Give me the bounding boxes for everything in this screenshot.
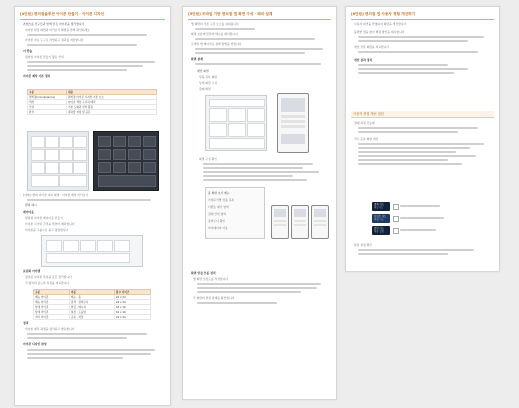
table-cell: 아이콘 색상 구성과 배치 [67, 100, 157, 105]
definition-table [27, 89, 157, 115]
table-row [34, 315, 151, 320]
payment-card[interactable] [372, 202, 390, 211]
text-line-placeholder [358, 127, 478, 129]
card-sublabel: 적립 카드 [374, 218, 384, 221]
list-item: 아이콘 편집 화면과 미리보기 화면을 함께 확인하세요 [25, 28, 90, 32]
text-line-placeholder [358, 36, 484, 38]
list-item: 아이콘 제작 과정을 정리하고 발표합니다 [25, 327, 75, 331]
text-line-placeholder [197, 287, 317, 289]
table-cell: 메뉴 아이콘 [34, 295, 70, 300]
text-line-placeholder [27, 61, 155, 63]
list-item: 불편한 점을 찾아 해결 방안을 제시합니다 [354, 30, 405, 34]
list-item: 화면 흐름에 맞추어 메뉴를 배치합니다 [191, 32, 238, 36]
figure-caption: [아래]: 편의 아이콘 예시 화면 · 아이콘 배치 미리보기 [23, 193, 89, 197]
table-cell: 결과물 저장 및 공유 [67, 110, 157, 115]
phone-mockup [271, 205, 289, 239]
table-cell: 상태 아이콘 [34, 310, 70, 315]
text-line-placeholder [27, 337, 127, 339]
text-line-placeholder [27, 333, 147, 335]
list-item: 마이페이지 이동 [208, 226, 228, 230]
table-cell: 16 x 16 [114, 310, 150, 315]
list-item: 카테고리별 상품 목록 [208, 198, 235, 202]
page-title: [4단원] 편의점솔루션 아이콘 만들기 · 아이콘 디자인 [20, 10, 165, 20]
section-heading: 레이아웃 [23, 210, 34, 214]
section-heading: 아이콘 제작 기본 정리 [23, 74, 51, 78]
text-line-placeholder [358, 151, 456, 153]
text-line-placeholder [27, 353, 151, 355]
text-line-placeholder [27, 44, 137, 46]
list-item: 결제 과정 단순화 [354, 121, 375, 125]
text-line-placeholder [358, 131, 458, 133]
text-line-placeholder [203, 175, 293, 177]
card-sublabel: 체크카드 [374, 206, 384, 209]
screen-list-panel [205, 187, 265, 239]
document-page-2 [182, 6, 337, 400]
section-heading: 표준화 아이템 [23, 269, 41, 273]
card-label: 할인 카드 [374, 227, 384, 230]
list-item: 아이콘 크기와 간격을 맞추어 배치합니다 [25, 222, 75, 226]
mobile-app-screenshot [277, 93, 309, 153]
table-header: 참고 사이즈 [114, 290, 150, 295]
list-item: 콘텐츠를 친구들과 함께 만든 아이콘을 정리합니다 [23, 22, 85, 26]
text-line-placeholder [195, 52, 305, 54]
text-line-placeholder [358, 159, 448, 161]
table-cell: 16 x 16 [114, 305, 150, 310]
list-item: 결제 안내 영역 [208, 212, 226, 216]
list-item: 아이콘을 그룹으로 묶고 정렬합니다 [25, 228, 69, 232]
section-heading: 개선 결과 정리 [354, 58, 373, 62]
payment-card[interactable] [372, 226, 390, 235]
card-sublabel: 제휴 할인 [374, 230, 384, 233]
list-item: 알림 설정 확인 [354, 243, 372, 247]
table-cell: 알림 · 메시지 [69, 305, 114, 310]
section-heading: 화면 설계 [191, 57, 203, 61]
table-cell: 모양 [28, 105, 67, 110]
card-label: 포인트 카드 [374, 215, 387, 218]
page-title: [6단원] 편의점 앱 사용자 경험 개선하기 [351, 10, 494, 20]
list-item: 편의점 아이콘 만들기 활동 안내 [25, 55, 64, 59]
list-item: 사용자 의견을 반영하여 화면을 개선합니다 [354, 22, 407, 26]
section-heading: 정리 [23, 321, 29, 325]
text-line-placeholder [203, 167, 303, 169]
list-item: 홈 화면 보기 메뉴 [208, 191, 230, 195]
list-item: 이벤트 배너 영역 [208, 205, 229, 209]
list-item: 편의 예시 [25, 203, 37, 207]
text-line-placeholder [400, 205, 440, 207]
card-checkbox[interactable] [393, 204, 399, 210]
text-line-placeholder [197, 283, 321, 285]
list-item: 결제 화면 [199, 87, 211, 91]
text-line-placeholder [27, 65, 143, 67]
text-line-placeholder [197, 291, 301, 293]
table-cell: 편의점 아이콘 디자인 기본 요소 [67, 95, 157, 100]
table-cell: 색상 [28, 100, 67, 105]
text-line-placeholder [27, 34, 147, 36]
list-item: 앱 화면 흐름도를 작성합니다 [193, 277, 229, 281]
card-label: 결제 카드 [374, 203, 384, 206]
text-line-placeholder [358, 249, 474, 251]
section-heading: 화면 연결 흐름 정리 [191, 271, 216, 275]
text-line-placeholder [358, 253, 448, 255]
card-checkbox[interactable] [393, 216, 399, 222]
text-line-placeholder [195, 63, 321, 65]
table-header: 이름 [69, 290, 114, 295]
text-line-placeholder [358, 64, 448, 66]
table-cell: 24 x 24 [114, 295, 150, 300]
list-item: 각 화면의 연결 관계를 확인합니다 [193, 296, 235, 300]
icon-editor-screenshot [27, 131, 89, 191]
phone-mockup [311, 205, 329, 239]
table-cell: 검색 · 장바구니 [69, 300, 114, 305]
text-line-placeholder [203, 171, 319, 173]
table-cell: 공유 · 저장 [69, 315, 114, 320]
list-item: 아이콘 자료 도구로 작업하고 결과를 저장합니다 [25, 38, 84, 42]
text-line-placeholder [203, 179, 307, 181]
table-cell: 24 x 24 [114, 300, 150, 305]
text-line-placeholder [358, 51, 478, 53]
text-line-placeholder [400, 217, 444, 219]
list-item: 카드 등록 화면 개선 [354, 137, 379, 141]
phone-mockup [291, 205, 309, 239]
text-line-placeholder [195, 38, 315, 40]
table-header: 구분 [28, 90, 67, 95]
text-line-placeholder [358, 72, 454, 74]
section-banner: 사용자 경험 개선 점검 [351, 111, 494, 118]
text-line-placeholder [358, 40, 468, 42]
table-header: 구분 [34, 290, 70, 295]
section-heading: 아이콘 디자인 완성 [23, 342, 47, 346]
list-item: 정리된 아이콘 목록을 표로 정리합니다 [25, 275, 72, 279]
document-page-3 [345, 6, 500, 272]
text-line-placeholder [358, 155, 476, 157]
table-cell: 편의점(convenience) [28, 95, 67, 100]
text-line-placeholder [358, 147, 470, 149]
list-item: 상세 화면 구성 [199, 81, 217, 85]
text-line-placeholder [358, 163, 462, 165]
table-cell: 기본 도형과 선의 활용 [67, 105, 157, 110]
table-cell: 기타 아이콘 [34, 315, 70, 320]
document-page-1 [14, 6, 171, 406]
list-item: 메인 화면 [197, 69, 209, 73]
layout-example-screenshot [41, 235, 143, 267]
list-item: 앱 화면의 기본 구성 요소를 살펴봅니다 [191, 22, 239, 26]
list-item: 모바일 앱 레이아웃 설계 방법을 익힙니다 [191, 42, 242, 46]
table-cell: 설정 · 도움말 [69, 310, 114, 315]
card-checkbox[interactable] [393, 228, 399, 234]
icon-preview-screenshot [93, 131, 159, 191]
text-line-placeholder [27, 69, 127, 71]
icon-list-table [33, 289, 151, 320]
app-grid-screenshot [205, 95, 267, 151]
text-line-placeholder [400, 229, 436, 231]
text-line-placeholder [27, 199, 151, 201]
text-line-placeholder [358, 68, 468, 70]
text-line-placeholder [27, 357, 123, 359]
table-row [28, 110, 157, 115]
page-title: [5단원] 모바일 기반 편의점 앱 화면 구성 · 배치 설계 [188, 10, 331, 20]
list-item: 편의점 아이콘 레이아웃 만들기 [25, 216, 63, 220]
list-item: 장바구니 확인 [208, 219, 226, 223]
payment-card[interactable] [372, 214, 390, 223]
section-heading: 이 학습 [23, 49, 33, 53]
text-line-placeholder [358, 143, 484, 145]
text-line-placeholder [203, 163, 313, 165]
list-item: 상품 목록 화면 [199, 75, 217, 79]
table-header: 내용 [67, 90, 157, 95]
table-cell: 메뉴 아이콘 [34, 300, 70, 305]
list-item: 화면 구성 확인 [199, 157, 217, 161]
text-line-placeholder [27, 349, 155, 351]
list-item: 각 항목의 용도와 특징을 비교합니다 [25, 281, 70, 285]
table-cell: 완성 [28, 110, 67, 115]
text-line-placeholder [195, 48, 323, 50]
text-line-placeholder [197, 302, 277, 304]
list-item: 개선 전후 화면을 비교합니다 [354, 45, 390, 49]
text-line-placeholder [195, 28, 255, 30]
table-cell: 상태 아이콘 [34, 305, 70, 310]
table-cell: 메뉴 · 홈 [69, 295, 114, 300]
table-cell: 24 x 24 [114, 315, 150, 320]
